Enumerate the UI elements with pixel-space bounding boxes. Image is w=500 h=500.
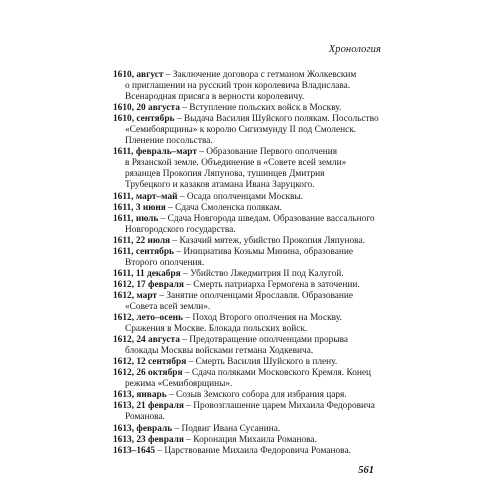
- entry-text: – Сдача Смоленска полякам.: [168, 202, 282, 213]
- entry-date: 1611, сентябрь: [113, 246, 174, 257]
- chronology-list: [113, 70, 397, 457]
- entry-first-line: [113, 446, 397, 457]
- entry-date: 1612, март: [113, 290, 157, 301]
- entry-text: – Сдача поляками Московского Кремля. Конец: [184, 368, 372, 379]
- entry-text: – Подвиг Ивана Сусанина.: [174, 423, 281, 434]
- entry-continuation-line: Трубецкого и казаков атамана Ивана Заруцкого.: [125, 180, 315, 191]
- chronology-entry: [113, 203, 397, 214]
- entry-first-line: [113, 390, 397, 401]
- running-head: Хронология: [328, 44, 381, 55]
- entry-first-line: [113, 70, 397, 81]
- entry-date: 1612, 26 октября: [113, 368, 183, 379]
- entry-continuation-line: режима «Семибоярщины».: [125, 379, 233, 390]
- entry-text: – Вступление польских войск в Москву.: [182, 103, 342, 114]
- entry-text: – Сдача Новгорода шведам. Образование вассального: [160, 213, 375, 224]
- chronology-entry: [113, 269, 397, 280]
- chronology-entry: [113, 357, 397, 368]
- entry-continuation-line: Новгородского государства.: [125, 224, 236, 235]
- entry-date: 1611, июль: [113, 213, 159, 224]
- entry-date: 1611, март–май: [113, 191, 178, 202]
- entry-date: 1610, сентябрь: [113, 114, 175, 125]
- chronology-entry: [113, 390, 397, 401]
- chronology-entry: [113, 291, 397, 313]
- entry-first-line: [113, 114, 397, 125]
- entry-first-line: [113, 313, 397, 324]
- entry-text: – Осада ополченцами Москвы.: [179, 191, 304, 202]
- chronology-entry: [113, 114, 397, 147]
- entry-continuation-line: Второго ополчения.: [125, 257, 205, 268]
- chronology-entry: [113, 214, 397, 236]
- entry-first-line: [113, 291, 397, 302]
- entry-continuation-line: рязанцев Прокопия Ляпунова, тушинцев Дмитрия: [125, 169, 325, 180]
- entry-text: – Казачий мятеж, убийство Прокопия Ляпунова.: [172, 235, 365, 246]
- entry-first-line: [113, 269, 397, 280]
- entry-continuation-line: блокады Москвы войсками гетмана Ходкевича.: [125, 346, 314, 357]
- chronology-entry: [113, 313, 397, 335]
- entry-date: 1612, 12 сентября: [113, 357, 187, 368]
- entry-first-line: [113, 435, 397, 446]
- entry-first-line: [113, 357, 397, 368]
- entry-text: – Коронация Михаила Романова.: [186, 434, 317, 445]
- entry-first-line: [113, 368, 397, 379]
- chronology-entry: [113, 280, 397, 291]
- chronology-entry: [113, 424, 397, 435]
- entry-first-line: [113, 247, 397, 258]
- entry-date: 1611, 3 июня: [113, 202, 166, 213]
- chronology-entry: [113, 368, 397, 390]
- entry-text: – Смерть патриарха Гермогена в заточении.: [186, 279, 360, 290]
- entry-continuation-line: «Семибоярщины» к королю Сигизмунду II под Смоленск.: [125, 125, 357, 136]
- entry-first-line: [113, 280, 397, 291]
- entry-continuation-line: в Рязанской земле. Объединение в «Совете всей земли»: [125, 158, 347, 169]
- entry-date: 1611, февраль–март: [113, 147, 197, 158]
- entry-first-line: [113, 401, 397, 412]
- entry-text: – Выдача Василия Шуйского полякам. Посольство: [176, 114, 379, 125]
- entry-date: 1612, 17 февраля: [113, 279, 184, 290]
- entry-text: – Смерть Василия Шуйского в плену.: [188, 357, 338, 368]
- entry-date: 1611, 11 декабря: [113, 268, 181, 279]
- entry-date: 1610, 20 августа: [113, 103, 180, 114]
- entry-continuation-line: Всенародная присяга в верности королевичу.: [125, 92, 305, 103]
- entry-date: 1613, январь: [113, 390, 167, 401]
- chronology-entry: [113, 446, 397, 457]
- entry-date: 1610, август: [113, 70, 164, 80]
- entry-date: 1611, 22 июля: [113, 235, 171, 246]
- entry-continuation-line: Сражения в Москве. Блокада польских войск.: [125, 324, 308, 335]
- entry-date: 1613, февраль: [113, 423, 173, 434]
- entry-first-line: [113, 103, 397, 114]
- entry-continuation-line: Романова.: [125, 412, 165, 423]
- chronology-entry: [113, 236, 397, 247]
- entry-text: – Образование Первого ополчения: [199, 147, 338, 158]
- entry-text: – Инициатива Козьмы Минина, образование: [176, 246, 354, 257]
- chronology-entry: [113, 70, 397, 103]
- entry-date: 1612, 24 августа: [113, 335, 180, 346]
- entry-first-line: [113, 203, 397, 214]
- entry-text: – Провозглашение царем Михаила Федоровича: [186, 401, 375, 412]
- entry-continuation-line: Пленение посольства.: [125, 136, 213, 147]
- entry-text: – Заключение договора с гетманом Жолкевским: [165, 70, 357, 80]
- page-number: 561: [358, 465, 374, 476]
- chronology-entry: [113, 435, 397, 446]
- chronology-entry: [113, 147, 397, 191]
- entry-first-line: [113, 424, 397, 435]
- entry-date: 1612, лето–осень: [113, 313, 183, 324]
- entry-date: 1613–1645: [113, 445, 156, 456]
- entry-first-line: [113, 214, 397, 225]
- chronology-entry: [113, 192, 397, 203]
- entry-text: – Созыв Земского собора для избрания царя.: [169, 390, 347, 401]
- entry-first-line: [113, 236, 397, 247]
- entry-text: – Занятие ополченцами Ярославля. Образование: [159, 290, 354, 301]
- entry-text: – Предотвращение ополченцами прорыва: [182, 335, 349, 346]
- entry-date: 1613, 21 февраля: [113, 401, 184, 412]
- chronology-entry: [113, 247, 397, 269]
- entry-continuation-line: «Совета всей земли».: [125, 301, 211, 312]
- entry-first-line: [113, 192, 397, 203]
- entry-first-line: [113, 147, 397, 158]
- entry-text: – Царствование Михаила Федоровича Романова.: [157, 445, 351, 456]
- entry-text: – Поход Второго ополчения на Москву.: [185, 313, 342, 324]
- chronology-entry: [113, 335, 397, 357]
- chronology-entry: [113, 103, 397, 114]
- entry-date: 1613, 23 февраля: [113, 434, 184, 445]
- entry-continuation-line: о приглашении на русский трон королевича Владислава.: [125, 81, 351, 92]
- chronology-entry: [113, 401, 397, 423]
- entry-text: – Убийство Лжедмитрия II под Калугой.: [183, 268, 344, 279]
- entry-first-line: [113, 335, 397, 346]
